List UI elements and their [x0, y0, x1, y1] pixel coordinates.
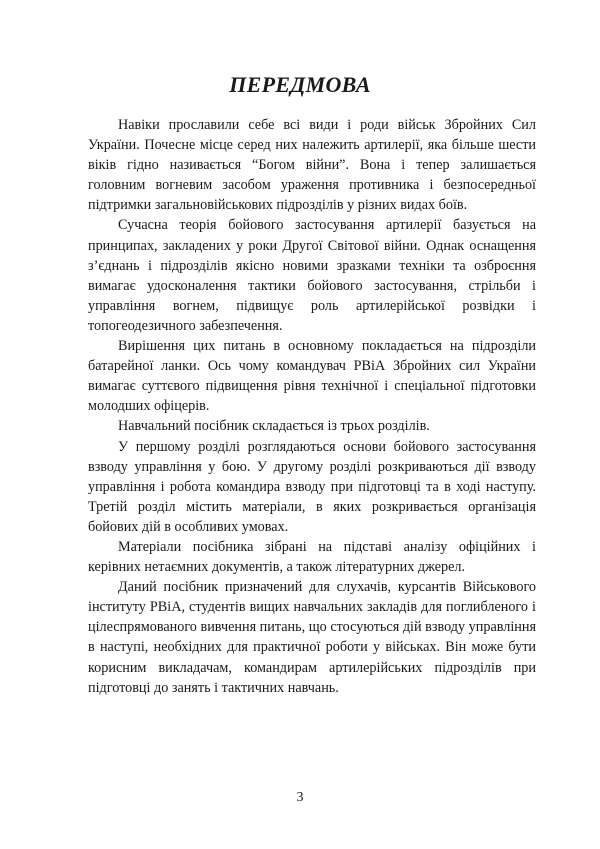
paragraph: Сучасна теорія бойового застосування артилерії базується на принципах, закладених у роки Другої Світової війни. Однак оснащення з’єднань і підрозділів якісно новими зразками техніки та озброєння вимагає удосконалення тактики бойового застосування, стрільби і управління вогнем, підвищує роль артилерійської розвідки і топогеодезичного забезпечення.: [88, 217, 536, 334]
preface-body: [88, 115, 536, 698]
page-title: ПЕРЕДМОВА: [229, 72, 371, 97]
paragraph: Вирішення цих питань в основному покладається на підрозділи батарейної ланки. Ось чому командувач РВіА Збройних сил України вимагає суттєвого підвищення рівня технічної і спеціальної підготовки молодших офіцерів.: [88, 338, 536, 415]
paragraph: Навіки прославили себе всі види і роди військ Збройних Сил України. Почесне місце серед них належить артилерії, яка більше шести віків гідно називається “Богом війни”. Вона і тепер залишається головним вогневим засобом ураження противника і безпосередньої підтримки загальновійськових підрозділів у різних видах боїв.: [88, 117, 536, 214]
paragraph: Даний посібник призначений для слухачів, курсантів Військового інституту РВіА, студентів вищих навчальних закладів для поглибленого і цілеспрямованого вивчення питань, що стосуються дій взводу управління в наступі, необхідних для практичної роботи у військах. Він може бути корисним викладачам, командирам артилерійських підрозділів при підготовці до занять і тактичних навчань.: [88, 579, 536, 696]
page-number: 3: [296, 790, 304, 805]
paragraph: У першому розділі розглядаються основи бойового застосування взводу управління у бою. У другому розділі розкриваються дії взводу управління і робота командира взводу при підготовці та в ході наступу. Третій розділ містить матеріали, в яких розкривається організація бойових дій в особливих умовах.: [88, 438, 536, 535]
paragraph: Навчальний посібник складається із трьох розділів.: [118, 418, 430, 435]
paragraph: Матеріали посібника зібрані на підставі аналізу офіційних і керівних нетаємних документів, а також літературних джерел.: [88, 538, 536, 576]
